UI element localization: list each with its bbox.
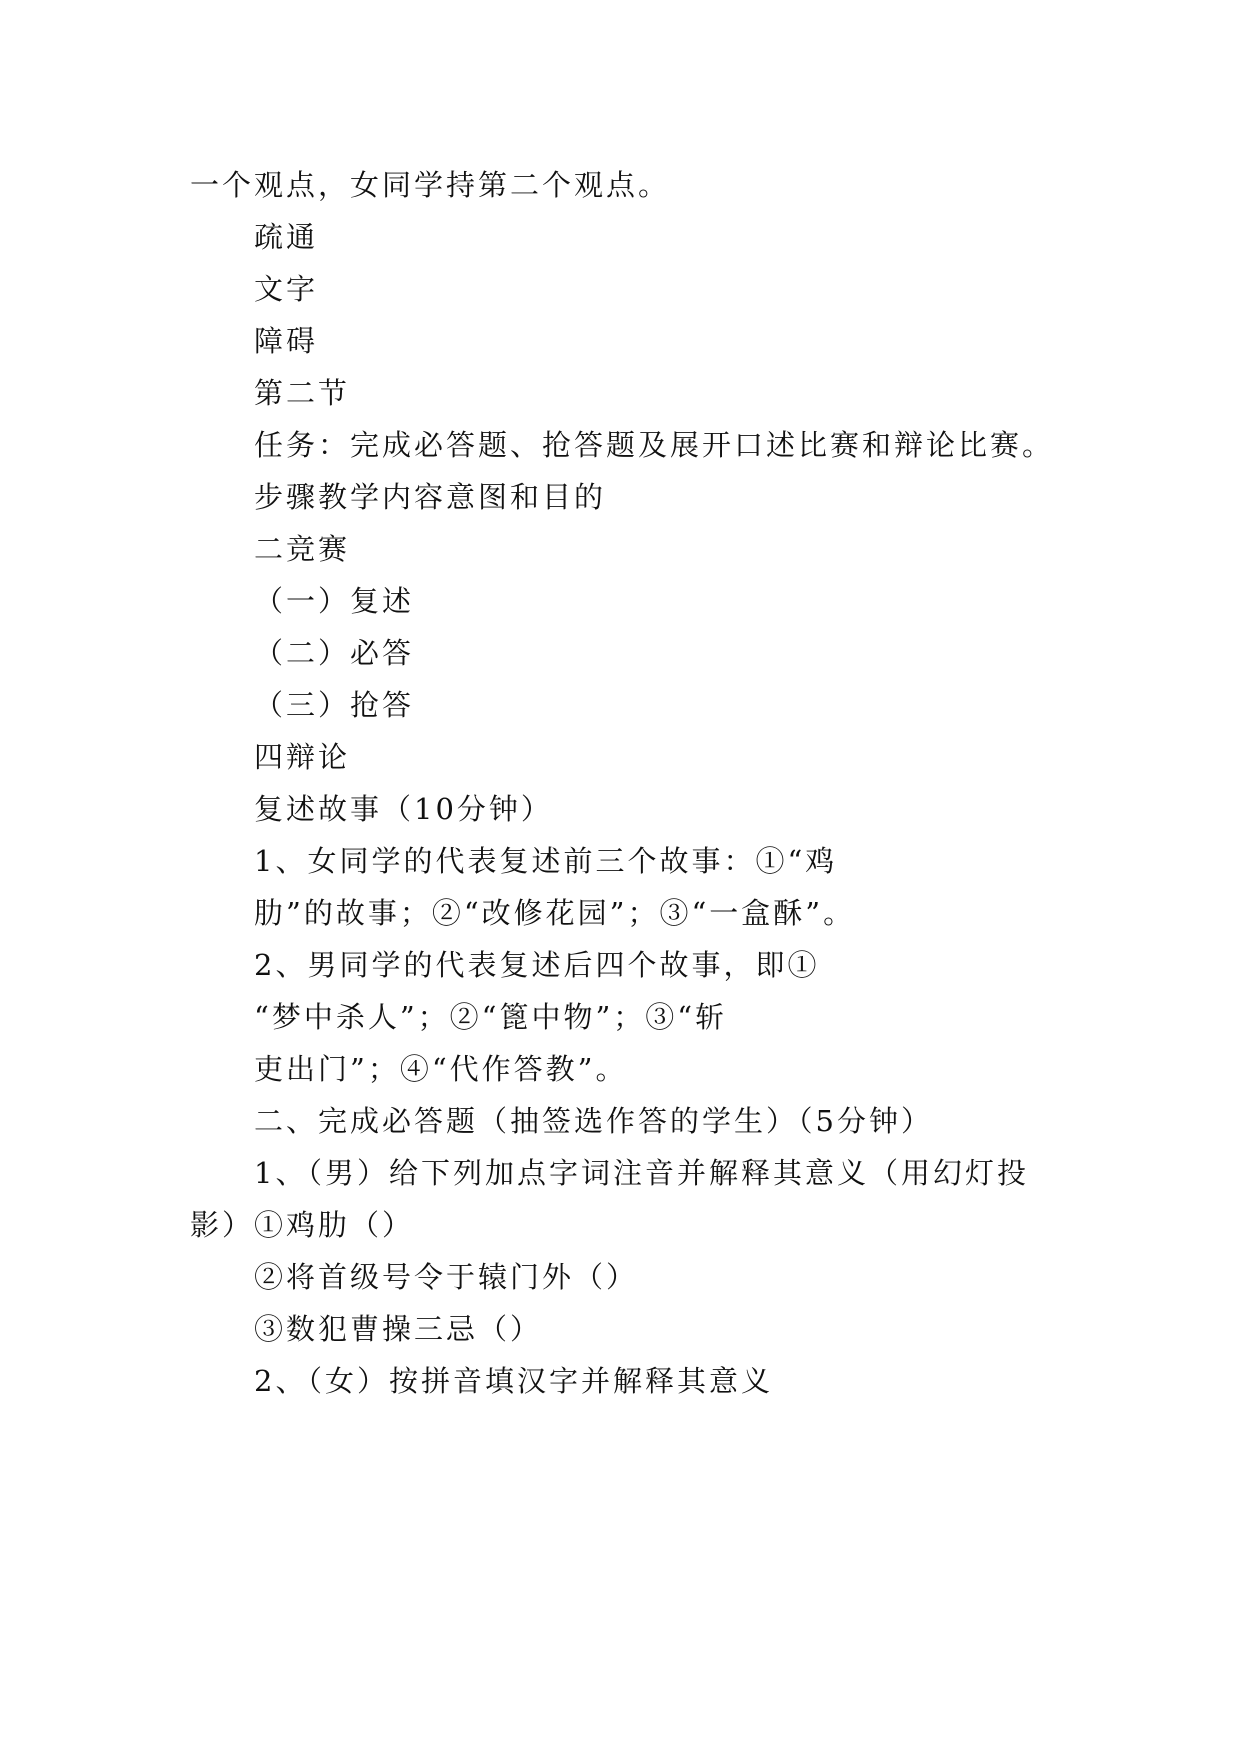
- text-line: 2、（女）按拼音填汉字并解释其意义: [254, 1364, 773, 1398]
- text-line: 1、女同学的代表复述前三个故事：①“鸡: [254, 844, 838, 878]
- text-line: ③数犯曹操三忌（）: [254, 1312, 543, 1346]
- text-line: 1、（男）给下列加点字词注音并解释其意义（用幻灯投: [254, 1156, 1029, 1190]
- text-line: “梦中杀人”；②“篦中物”；③“斩: [254, 1000, 728, 1034]
- text-line: 任务：完成必答题、抢答题及展开口述比赛和辩论比赛。: [254, 428, 1055, 462]
- text-line: 步骤教学内容意图和目的: [254, 480, 607, 514]
- text-line: 一个观点，女同学持第二个观点。: [190, 168, 671, 202]
- text-line: 四辩论: [254, 740, 351, 774]
- list-item: （三）抢答: [254, 688, 415, 722]
- text-line: 二、完成必答题（抽签选作答的学生）（5分钟）: [254, 1104, 933, 1138]
- text-line: 影）①鸡肋（）: [190, 1208, 415, 1242]
- text-line: 疏通: [254, 220, 319, 254]
- text-line: 文字: [254, 272, 319, 306]
- text-line: 二竞赛: [254, 532, 351, 566]
- text-line: 障碍: [254, 324, 319, 358]
- list-item: （一）复述: [254, 584, 415, 618]
- text-line: 吏出门”；④“代作答教”。: [254, 1052, 628, 1086]
- text-line: 肋”的故事；②“改修花园”；③“一盒酥”。: [254, 896, 856, 930]
- text-line: 复述故事（10分钟）: [254, 792, 553, 826]
- text-line: 2、男同学的代表复述后四个故事，即①: [254, 948, 820, 982]
- list-item: （二）必答: [254, 636, 415, 670]
- text-line: ②将首级号令于辕门外（）: [254, 1260, 639, 1294]
- section-heading: 第二节: [254, 376, 351, 410]
